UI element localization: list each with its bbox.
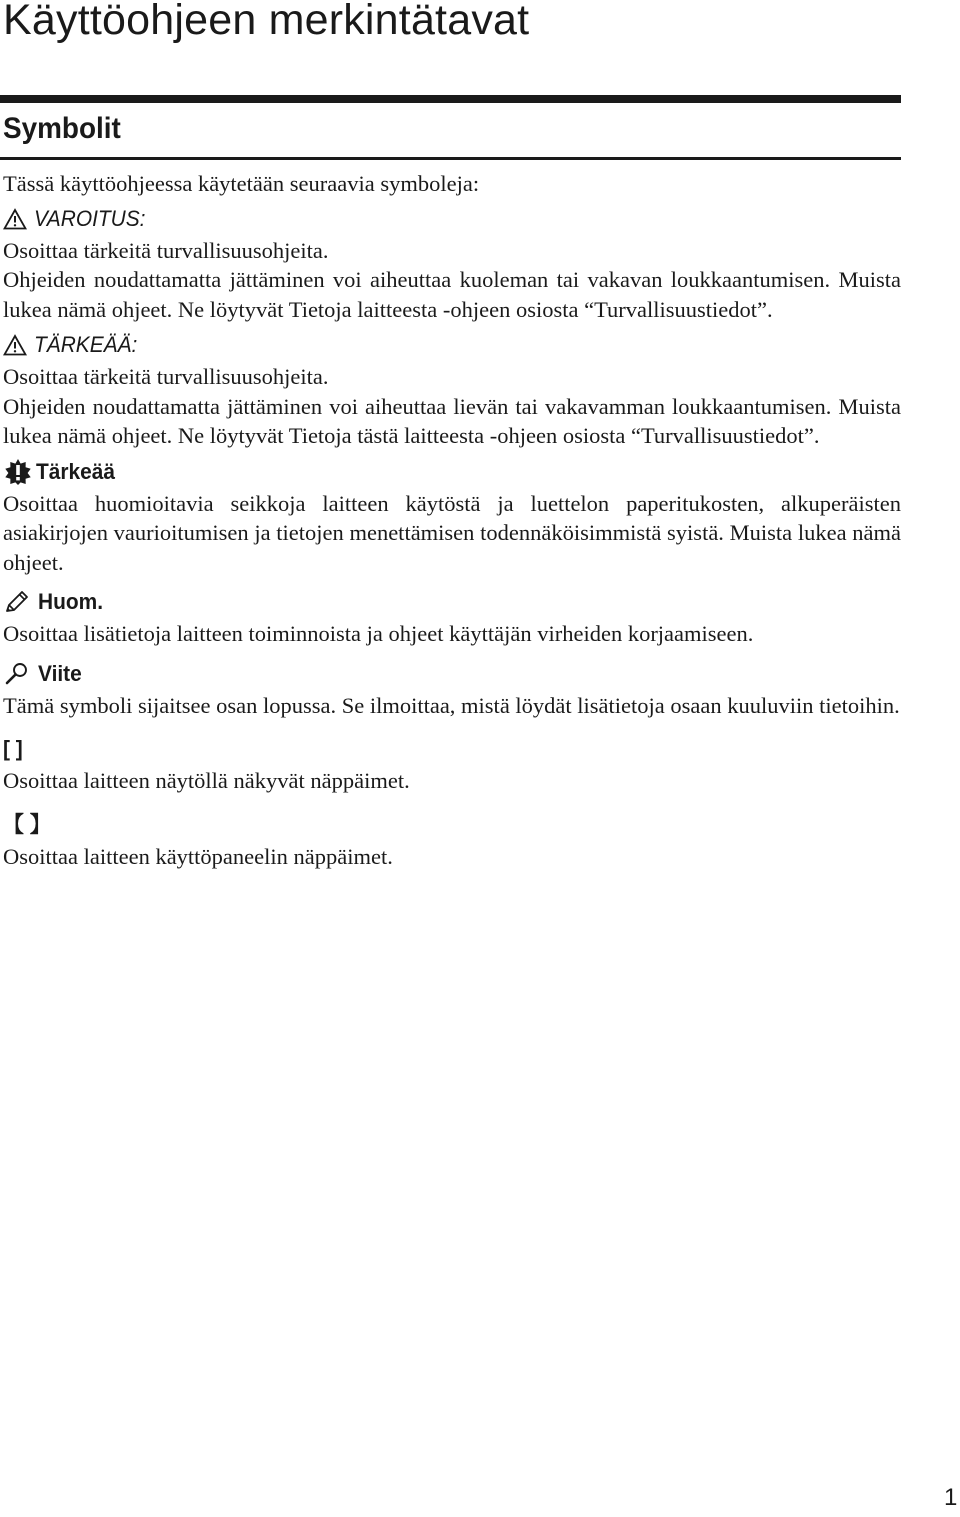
note-label: Huom.	[38, 589, 104, 614]
section-rule	[0, 157, 901, 160]
reference-heading	[3, 657, 901, 691]
important-exclamation-icon	[3, 458, 33, 486]
display-keys-text: Osoittaa laitteen näytöllä näkyvät näppäimet.	[3, 768, 410, 793]
section-title: Symbolit	[3, 112, 121, 145]
warning-heading	[3, 202, 901, 236]
important-label: Tärkeää	[36, 458, 116, 484]
important-text: Osoittaa huomioitavia seikkoja laitteen käytöstä ja luettelon paperitukosten, alkuperäisten asiakirjojen vaurioitumisen ja tietojen menettämisen todennäköisimmistä syistä. Muista lukea nämä ohjeet.	[3, 490, 901, 575]
note-heading	[3, 585, 901, 619]
panel-keys-symbol: 【 】	[3, 811, 51, 837]
reference-text: Tämä symboli sijaitsee osan lopussa. Se ilmoittaa, mistä löydät lisätietoja osaan kuuluviin tietoihin.	[3, 692, 900, 718]
caution-heading	[3, 328, 901, 362]
display-keys-block	[3, 732, 901, 796]
intro-text: Tässä käyttöohjeessa käytetään seuraavia symboleja:	[3, 171, 480, 196]
warning-label: VAROITUS:	[34, 205, 146, 231]
panel-keys-heading	[3, 808, 901, 842]
panel-keys-block	[3, 808, 901, 872]
page-title: Käyttöohjeen merkintätavat	[3, 0, 530, 44]
note-block	[3, 585, 901, 649]
caution-text-2: Ohjeiden noudattamatta jättäminen voi aiheuttaa lievän tai vakavamman loukkaantumisen. Muista lukea nämä ohjeet. Ne löytyvät Tietoja tästä laitteesta -ohjeen osiosta “Turvallisuustiedot”.	[3, 393, 901, 448]
display-keys-heading	[3, 732, 901, 766]
magnifier-icon	[3, 661, 31, 687]
display-keys-symbol: [ ]	[3, 736, 23, 761]
caution-label: TÄRKEÄÄ:	[34, 332, 138, 357]
note-text: Osoittaa lisätietoja laitteen toiminnoista ja ohjeet käyttäjän virheiden korjaamiseen.	[3, 621, 754, 646]
reference-label: Viite	[38, 660, 82, 686]
content	[3, 169, 901, 883]
reference-block	[3, 657, 901, 721]
caution-block	[3, 328, 901, 451]
page-number: 1	[944, 1484, 958, 1511]
warning-text-1: Osoittaa tärkeitä turvallisuusohjeita.	[3, 237, 329, 263]
caution-triangle-icon	[3, 334, 27, 356]
title-rule	[0, 95, 901, 103]
caution-text-1: Osoittaa tärkeitä turvallisuusohjeita.	[3, 364, 329, 389]
warning-triangle-icon	[3, 208, 27, 230]
important-heading	[3, 455, 901, 489]
panel-keys-text: Osoittaa laitteen käyttöpaneelin näppäimet.	[3, 843, 393, 869]
important-block	[3, 455, 901, 578]
warning-block	[3, 202, 901, 325]
warning-text-2: Ohjeiden noudattamatta jättäminen voi aiheuttaa kuoleman tai vakavan loukkaantumisen. Muista lukea nämä ohjeet. Ne löytyvät Tietoja laitteesta -ohjeen osiosta “Turvallisuustiedot”.	[3, 267, 901, 322]
pencil-icon	[3, 589, 31, 615]
